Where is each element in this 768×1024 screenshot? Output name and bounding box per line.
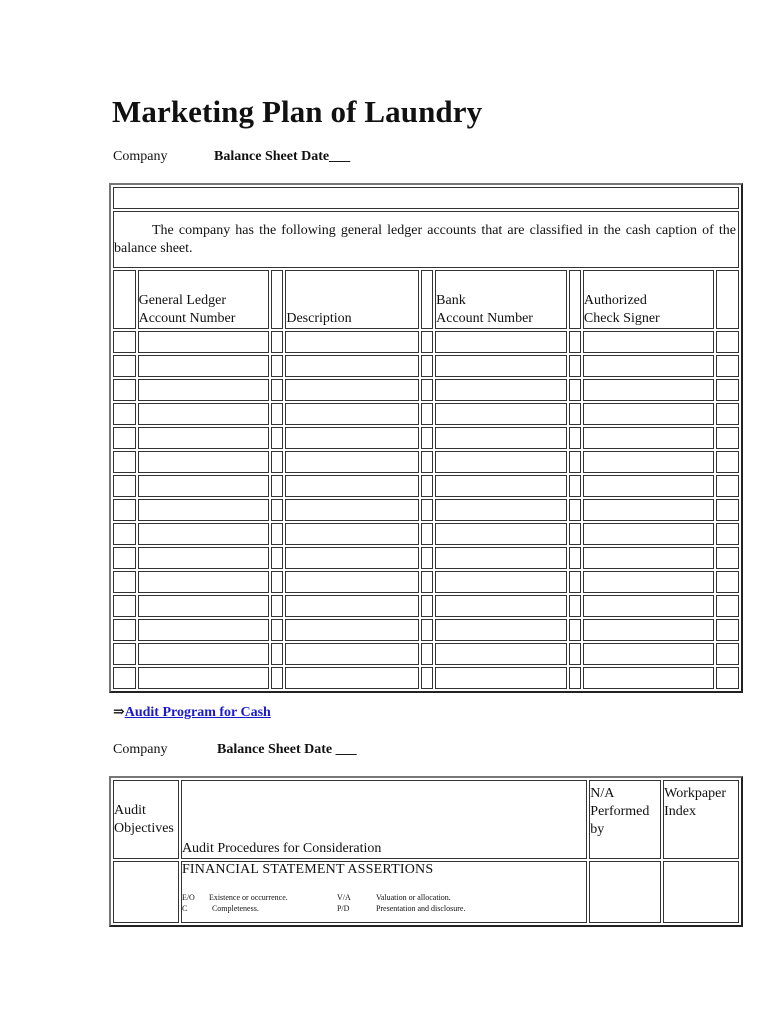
empty-cell: [113, 379, 136, 401]
cash-accounts-table: [109, 183, 743, 693]
empty-cell: [421, 355, 433, 377]
empty-cell: [113, 667, 136, 689]
empty-cell: [716, 667, 739, 689]
table-row: [113, 523, 739, 545]
header-na-line3: by: [590, 822, 605, 837]
empty-cell: [271, 643, 283, 665]
empty-cell: [113, 643, 136, 665]
empty-cell: [421, 571, 433, 593]
empty-cell: [421, 270, 433, 329]
empty-cell: [569, 331, 581, 353]
empty-cell: [138, 547, 269, 569]
empty-cell: [271, 667, 283, 689]
empty-cell: [421, 475, 433, 497]
empty-cell: [569, 270, 581, 329]
header-audit-objectives: [113, 780, 179, 859]
empty-cell: [113, 270, 136, 329]
empty-cell: [716, 547, 739, 569]
empty-cell: [138, 667, 269, 689]
empty-cell: [569, 499, 581, 521]
empty-cell: [285, 499, 419, 521]
empty-cell: [138, 403, 269, 425]
header-wp-line2: Index: [664, 804, 697, 819]
empty-cell: [716, 595, 739, 617]
empty-cell: [435, 355, 566, 377]
empty-cell: [569, 547, 581, 569]
empty-cell: [138, 595, 269, 617]
header-procedures-text: Audit Procedures for Consideration: [181, 841, 382, 856]
header-row: [113, 270, 739, 329]
empty-cell: [583, 523, 714, 545]
assertions-legend: [182, 892, 586, 914]
empty-cell: [271, 547, 283, 569]
table-row: [113, 451, 739, 473]
empty-cell: [421, 547, 433, 569]
empty-cell: [583, 355, 714, 377]
empty-cell: [138, 619, 269, 641]
empty-cell: [113, 619, 136, 641]
header-wp-line1: Workpaper: [664, 786, 726, 801]
empty-cell: [569, 619, 581, 641]
empty-cell: [435, 667, 566, 689]
table-row: [113, 643, 739, 665]
table-row: [113, 475, 739, 497]
page-title: Marketing Plan of Laundry: [112, 94, 483, 129]
empty-cell: [583, 547, 714, 569]
empty-cell: [113, 571, 136, 593]
empty-cell: [716, 499, 739, 521]
empty-cell: [271, 619, 283, 641]
empty-cell: [716, 403, 739, 425]
arrow-icon: ⇒: [113, 705, 125, 720]
table-row: [113, 667, 739, 689]
header-signer-line2: Check Signer: [583, 311, 660, 326]
header-na-line1: N/A: [590, 786, 615, 801]
header-workpaper-index: [663, 780, 739, 859]
empty-cell: [435, 379, 566, 401]
empty-cell: [421, 643, 433, 665]
empty-cell: [716, 571, 739, 593]
empty-cell: [716, 355, 739, 377]
empty-cell: [285, 379, 419, 401]
assertion-text: Existence or occurrence.: [208, 893, 288, 902]
empty-cell: [138, 499, 269, 521]
table-row: [113, 499, 739, 521]
empty-cell: [583, 475, 714, 497]
empty-cell: [583, 667, 714, 689]
company-label: Company: [113, 149, 168, 164]
empty-cell: [716, 475, 739, 497]
header-description: [285, 270, 419, 329]
empty-cell: [569, 571, 581, 593]
header-check-signer: [583, 270, 714, 329]
empty-cell: [138, 571, 269, 593]
empty-cell: [569, 355, 581, 377]
table-row: [113, 427, 739, 449]
empty-cell: [569, 595, 581, 617]
empty-cell: [663, 861, 739, 923]
empty-cell: [569, 451, 581, 473]
empty-cell: [716, 451, 739, 473]
empty-cell: [271, 379, 283, 401]
empty-cell: [113, 547, 136, 569]
empty-cell: [113, 187, 739, 209]
company-label-2: Company: [113, 742, 168, 757]
header-audit-procedures: [181, 780, 587, 859]
empty-cell: [138, 523, 269, 545]
empty-cell: [435, 403, 566, 425]
empty-cell: [271, 499, 283, 521]
empty-cell: [138, 355, 269, 377]
assertions-cell: [181, 861, 587, 923]
assertion-line: [182, 892, 586, 903]
table-top-row: [113, 187, 739, 209]
table-row: [113, 355, 739, 377]
empty-cell: [589, 861, 661, 923]
audit-program-table: [109, 776, 743, 927]
assertion-line: [182, 903, 586, 914]
empty-cell: [569, 427, 581, 449]
empty-cell: [569, 475, 581, 497]
assertion-code: P/D: [336, 904, 350, 913]
empty-cell: [435, 619, 566, 641]
empty-cell: [583, 595, 714, 617]
empty-cell: [271, 270, 283, 329]
table-row: [113, 571, 739, 593]
empty-cell: [113, 475, 136, 497]
empty-cell: [583, 403, 714, 425]
empty-cell: [285, 667, 419, 689]
empty-cell: [285, 643, 419, 665]
empty-cell: [113, 427, 136, 449]
company-line-2: [113, 742, 357, 758]
empty-cell: [271, 571, 283, 593]
empty-cell: [113, 523, 136, 545]
balance-sheet-date-label: Balance Sheet Date___: [214, 149, 351, 164]
empty-cell: [583, 499, 714, 521]
table-row: [113, 331, 739, 353]
header-na-performed: [589, 780, 661, 859]
table-row: [113, 403, 739, 425]
empty-cell: [113, 331, 136, 353]
empty-cell: [285, 619, 419, 641]
intro-text: The company has the following general ledger accounts that are classified in the cash caption of the balance sheet.: [114, 222, 736, 256]
table-row: [113, 595, 739, 617]
empty-cell: [271, 427, 283, 449]
empty-cell: [285, 355, 419, 377]
empty-cell: [285, 475, 419, 497]
empty-cell: [285, 595, 419, 617]
intro-cell: [113, 211, 739, 268]
empty-cell: [583, 331, 714, 353]
empty-cell: [435, 571, 566, 593]
empty-cell: [435, 331, 566, 353]
empty-cell: [113, 499, 136, 521]
empty-cell: [716, 427, 739, 449]
empty-cell: [716, 643, 739, 665]
empty-cell: [138, 643, 269, 665]
empty-cell: [435, 475, 566, 497]
empty-cell: [583, 427, 714, 449]
assertion-code: C: [181, 904, 188, 913]
header-na-line2: Performed: [590, 804, 650, 819]
empty-cell: [569, 403, 581, 425]
empty-cell: [569, 643, 581, 665]
empty-cell: [138, 427, 269, 449]
table-row: [113, 619, 739, 641]
empty-cell: [421, 331, 433, 353]
header-signer-line1: Authorized: [583, 293, 647, 308]
empty-cell: [569, 667, 581, 689]
empty-cell: [435, 523, 566, 545]
empty-cell: [421, 499, 433, 521]
empty-cell: [271, 475, 283, 497]
empty-cell: [583, 619, 714, 641]
empty-cell: [716, 331, 739, 353]
empty-cell: [716, 379, 739, 401]
assertion-code: E/O: [181, 893, 195, 902]
empty-cell: [285, 331, 419, 353]
assertions-row: [113, 861, 739, 923]
header-bank-line2: Account Number: [436, 311, 533, 326]
empty-cell: [138, 379, 269, 401]
empty-cell: [138, 331, 269, 353]
empty-cell: [113, 861, 179, 923]
empty-cell: [285, 403, 419, 425]
empty-cell: [271, 403, 283, 425]
empty-cell: [583, 379, 714, 401]
empty-cell: [271, 595, 283, 617]
empty-cell: [583, 643, 714, 665]
assertion-code: V/A: [336, 893, 351, 902]
balance-sheet-date-label-2: Balance Sheet Date ___: [217, 742, 357, 757]
empty-cell: [271, 331, 283, 353]
section-heading: FINANCIAL STATEMENT ASSERTIONS: [181, 862, 434, 877]
header-gl-line2: Account Number: [138, 311, 236, 326]
empty-cell: [285, 427, 419, 449]
table-row: [113, 379, 739, 401]
audit-program-link-line: [113, 704, 271, 721]
empty-cell: [113, 355, 136, 377]
empty-cell: [435, 499, 566, 521]
header-gl-account: [138, 270, 269, 329]
empty-cell: [421, 451, 433, 473]
header-bank-account: [435, 270, 566, 329]
assertion-text: Completeness.: [211, 904, 259, 913]
empty-cell: [716, 270, 739, 329]
empty-cell: [569, 379, 581, 401]
empty-cell: [285, 451, 419, 473]
empty-cell: [435, 547, 566, 569]
header-gl-line1: General Ledger: [138, 293, 227, 308]
assertion-text: Valuation or allocation.: [375, 893, 451, 902]
empty-cell: [421, 403, 433, 425]
header-objectives-line2: Objectives: [114, 820, 174, 836]
assertion-text: Presentation and disclosure.: [375, 904, 466, 913]
header-description-text: Description: [286, 311, 352, 326]
empty-cell: [716, 619, 739, 641]
empty-cell: [435, 451, 566, 473]
empty-cell: [583, 571, 714, 593]
audit-header-row: [113, 780, 739, 859]
empty-rows: [113, 331, 739, 689]
table-row: [113, 547, 739, 569]
empty-cell: [113, 595, 136, 617]
empty-cell: [435, 643, 566, 665]
empty-cell: [285, 523, 419, 545]
empty-cell: [421, 619, 433, 641]
audit-program-link[interactable]: Audit Program for Cash: [124, 705, 271, 720]
empty-cell: [716, 523, 739, 545]
intro-row: [113, 211, 739, 268]
empty-cell: [435, 427, 566, 449]
empty-cell: [285, 571, 419, 593]
empty-cell: [435, 595, 566, 617]
empty-cell: [271, 355, 283, 377]
empty-cell: [421, 379, 433, 401]
company-line: [113, 149, 351, 165]
empty-cell: [113, 403, 136, 425]
empty-cell: [421, 667, 433, 689]
empty-cell: [421, 595, 433, 617]
empty-cell: [569, 523, 581, 545]
empty-cell: [138, 451, 269, 473]
empty-cell: [583, 451, 714, 473]
empty-cell: [138, 475, 269, 497]
empty-cell: [285, 547, 419, 569]
header-objectives-line1: Audit: [114, 802, 146, 818]
empty-cell: [271, 451, 283, 473]
empty-cell: [421, 523, 433, 545]
empty-cell: [271, 523, 283, 545]
empty-cell: [113, 451, 136, 473]
empty-cell: [421, 427, 433, 449]
header-bank-line1: Bank: [436, 293, 466, 308]
